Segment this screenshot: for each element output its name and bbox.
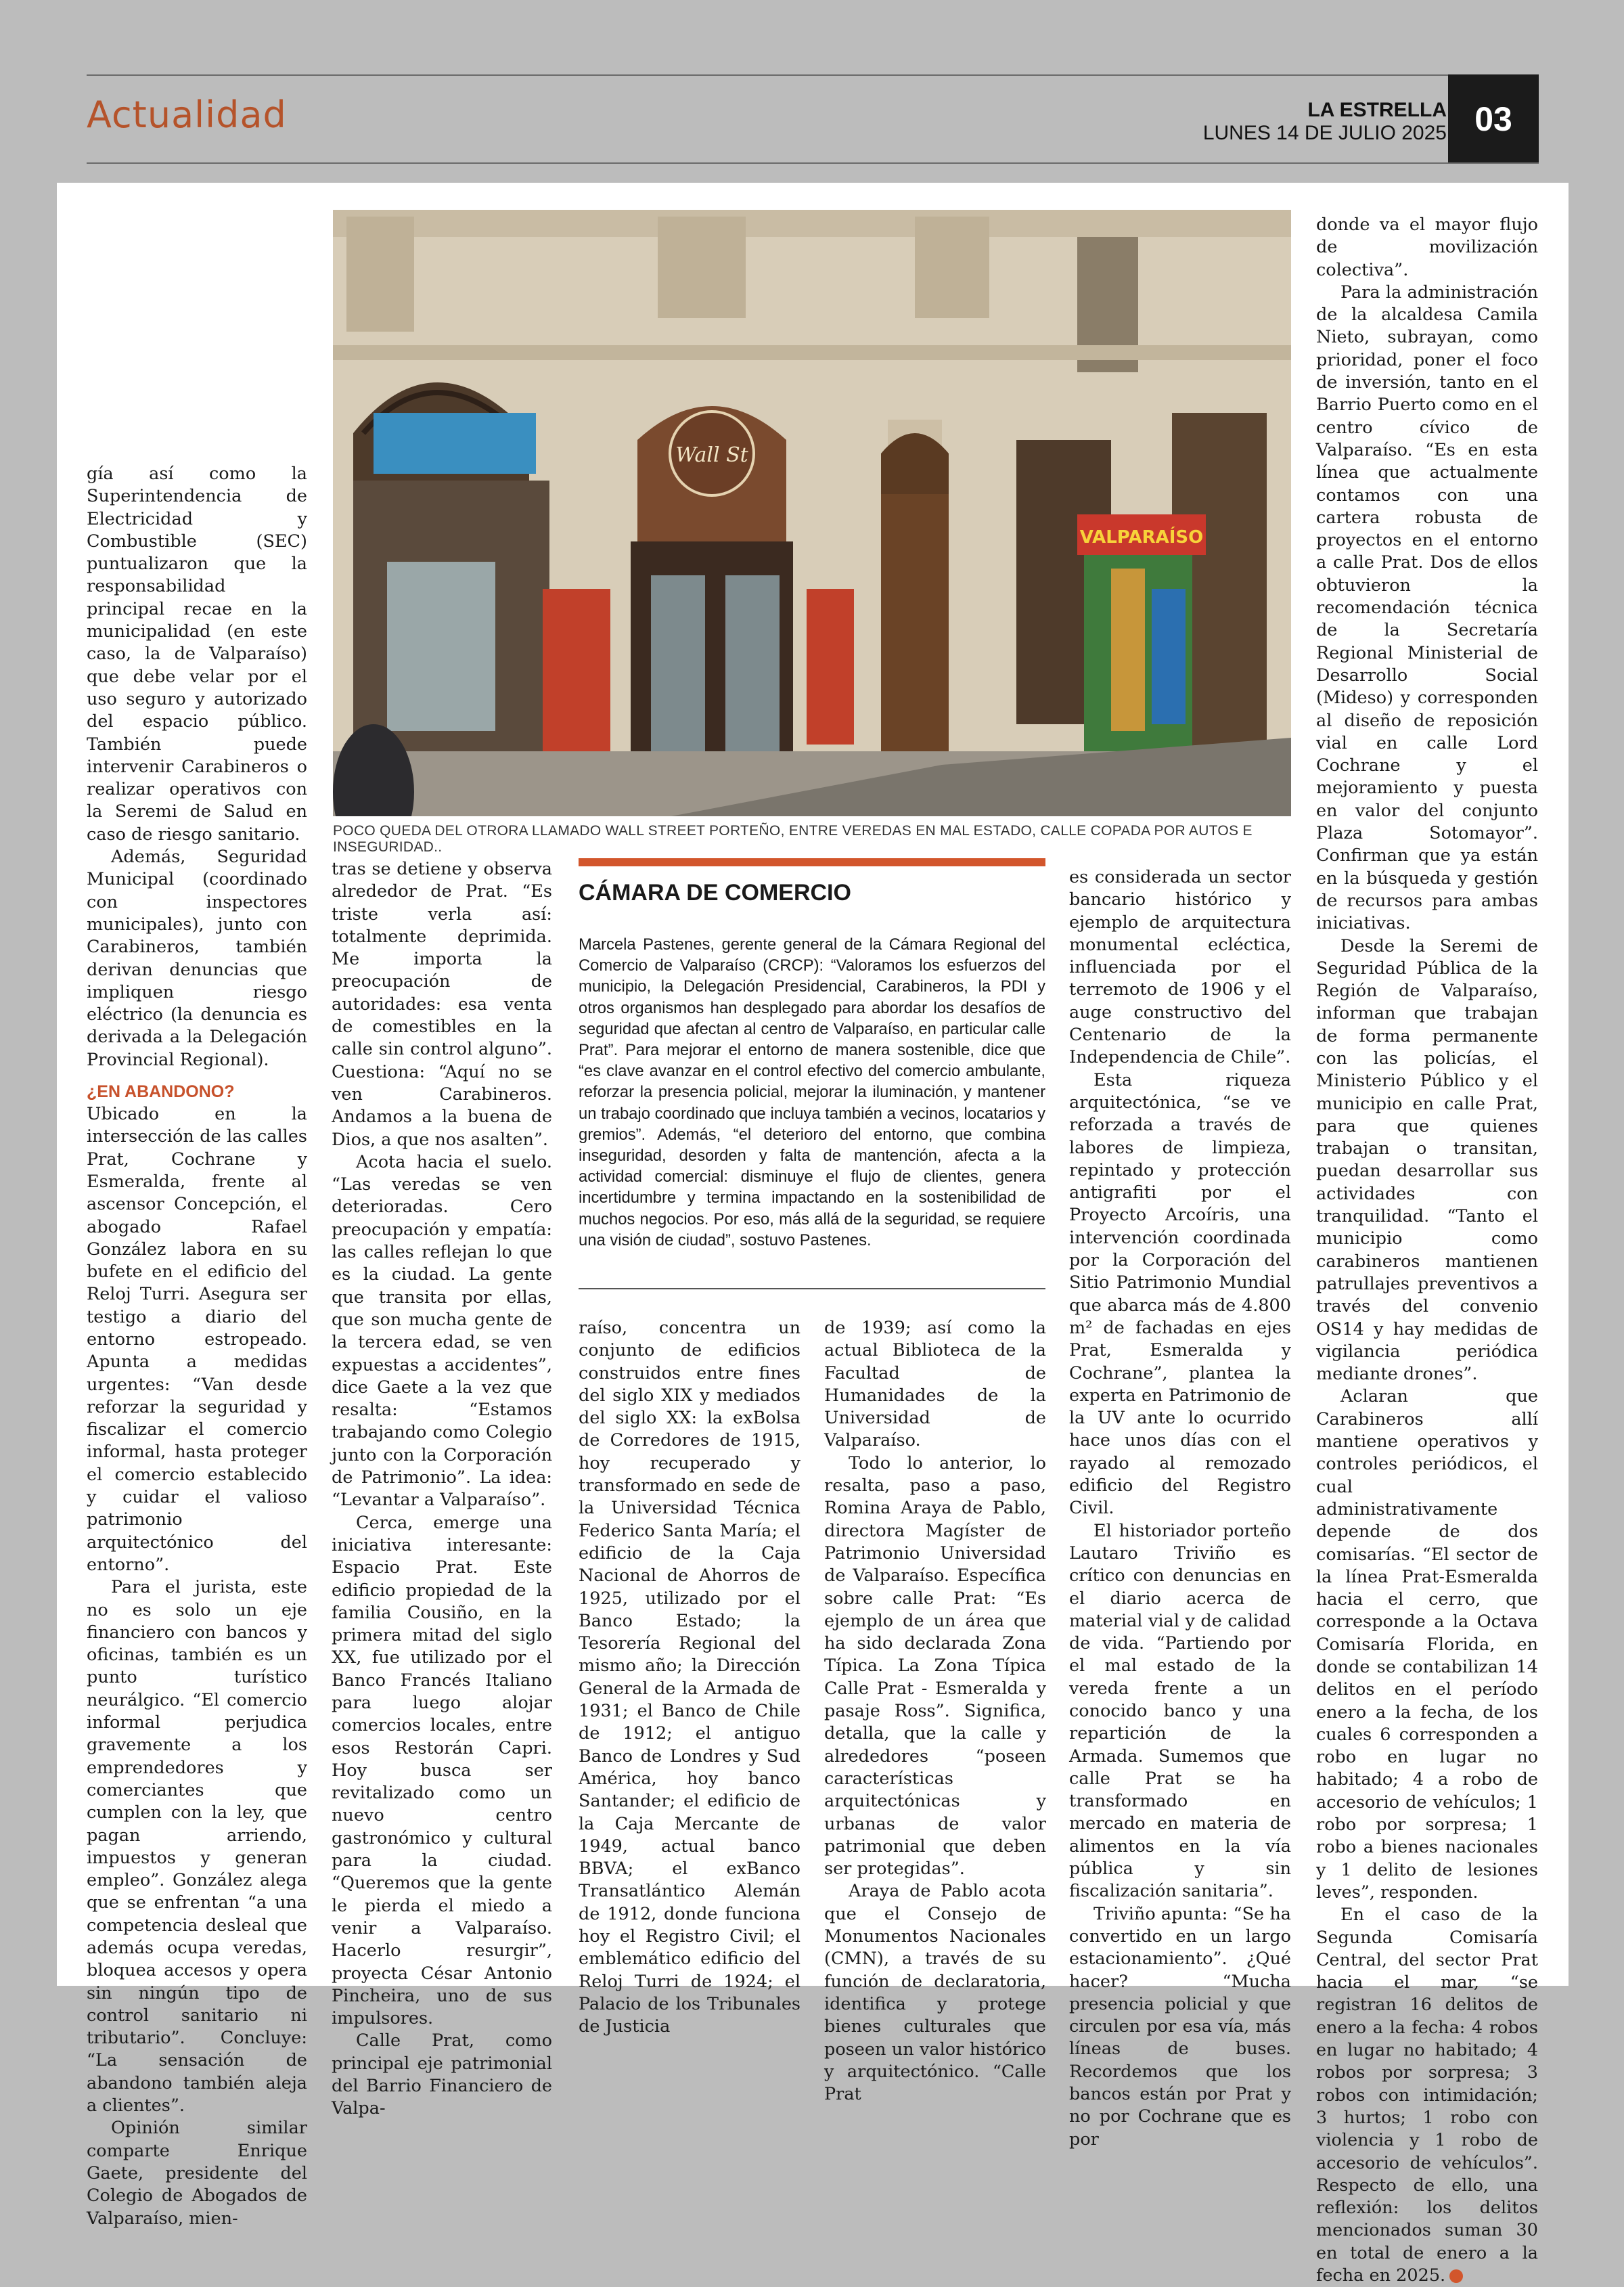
paragraph: Acota hacia el suelo. “Las veredas se ven deterioradas. Cero preocupación y empatía: las calles reflejan lo que es la ciudad. La gente que transita por ellas, que son mucha gente de la tercera edad, se ven expuestas a accidentes”, dice Gaete a la vez que resalta: “Estamos trabajando como Colegio junto con la Corporación de Patrimonio”. La idea: “Levantar a Valparaíso”.	[332, 1151, 552, 1511]
box-text: Marcela Pastenes, gerente general de la Cámara Regional del Comercio de Valparaíso (CRCP): “Valoramos los esfuerzos del municipio, la Delegación Presidencial, Carabineros, la PDI y otros organismos han desplegado para abordar los desafíos de seguridad que afectan al centro de Valparaíso, en particular calle Prat”. Para mejorar el entorno de manera sostenible, dice que “es clave avanzar en el control efectivo del comercio ambulante, reforzar la presencia policial, mejorar la iluminación, y mantener un trabajo coordinado que incluya también a vecinos, locatarios y gremios”. Además, “el deterioro del entorno, que combina inseguridad, desorden y falta de mantención, afecta a la actividad comercial: disminuye el flujo de clientes, genera incertidumbre y termina impactando en la sostenibilidad de muchos negocios. Por eso, más allá de la seguridad, se requiere una visión de ciudad”, sostuvo Pastenes.	[579, 935, 1045, 1249]
street-photo	[333, 210, 1291, 816]
box-title: CÁMARA DE COMERCIO	[579, 880, 851, 906]
paragraph: Desde la Seremi de Seguridad Pública de la Región de Valparaíso, informan que trabajan de forma permanente con las policías, el Ministerio Público y el municipio en calle Prat, para que quienes trabajan o transitan, puedan desarrollar sus actividades con tranquilidad. “Tanto el municipio como carabineros mantienen patrullajes preventivos a través del convenio OS14 y hay medidas de vigilancia periódica mediante drones”.	[1316, 935, 1538, 1385]
section-title: Actualidad	[87, 93, 287, 136]
paragraph: Aclaran que Carabineros allí mantiene operativos y controles periódicos, el cual administrativamente depende de dos comisarías. “El sector de la línea Prat-Esmeralda hacia el cerro, que corresponde a la Octava Comisaría Florida, en donde se contabilizan 14 delitos en el período enero a la fecha, de los cuales 6 corresponden a robo en lugar no habitado; 4 a robo de accesorio de vehículos; 1 robo por sorpresa; 1 robo a bienes nacionales y 1 delito de lesiones leves”, responden.	[1316, 1386, 1538, 1903]
paragraph: Cerca, emerge una iniciativa interesante: Espacio Prat. Este edificio propiedad de la familia Cousiño, en la primera mitad del siglo XX, fue utilizado por el Banco Francés Italiano para luego alojar comercios locales, entre esos Restorán Capri. Hoy busca ser revitalizado como un nuevo centro gastronómico y cultural para la ciudad. “Queremos que la gente le pierda el miedo a venir a Valparaíso. Hacerlo resurgir”, proyecta César Antonio Pincheira, uno de sus impulsores.	[332, 1512, 552, 2029]
paragraph: tras se detiene y observa alrededor de Prat. “Es triste verla así: totalmente deprimida. Me importa la preocupación de autoridades: esa venta de comestibles en la calle sin control alguno”. Cuestiona: “Aquí no se ven Carabineros. Andamos a la buena de Dios, a que nos asalten”.	[332, 859, 552, 1150]
paragraph: es considerada un sector bancario histórico y ejemplo de arquitectura monumental ecléctica, influenciada por el terremoto de 1906 y el auge constructivo del Centenario de la Independencia de Chile”.	[1069, 867, 1291, 1068]
newspaper-name: LA ESTRELLA	[1307, 99, 1447, 121]
shop-sign-blue	[374, 413, 536, 474]
paragraph: Opinión similar comparte Enrique Gaete, presidente del Colegio de Abogados de Valparaíso, mien-	[87, 2118, 307, 2229]
wall-st-sign: Wall St	[675, 443, 748, 467]
article-column-4	[824, 1317, 1046, 2106]
paragraph: Además, Seguridad Municipal (coordinado con inspectores municipales), junto con Carabineros, también derivan denuncias que impliquen riesgo eléctrico (la denuncia es derivada a la Delegación Provincial Regional).	[87, 847, 307, 1070]
paragraph	[1316, 1904, 1538, 2287]
article-column-2	[332, 858, 552, 2121]
box-top-rule	[579, 858, 1045, 866]
article-end-icon	[1449, 2269, 1463, 2283]
paragraph: Triviño apunta: “Se ha convertido en un largo estacionamiento”. ¿Qué hacer? “Mucha presencia policial y que circulen por esa vía, más líneas de buses. Recordemos que los bancos están por Prat y no por Cochrane que es por	[1069, 1903, 1291, 2150]
photo-caption: POCO QUEDA DEL OTRORA LLAMADO WALL STREET PORTEÑO, ENTRE VEREDAS EN MAL ESTADO, CALLE COPADA POR AUTOS E INSEGURIDAD..	[333, 823, 1253, 855]
paragraph: raíso, concentra un conjunto de edificios construidos entre fines del siglo XIX y mediados del siglo XX: la exBolsa de Corredores de 1915, hoy recuperado y transformado en sede de la Universidad Técnica Federico Santa María; el edificio de la Caja Nacional de Ahorros de 1925, utilizado por el Banco Estado; la Tesorería Regional del mismo año; la Dirección General de la Armada de 1931; el Banco de Chile de 1912; el antiguo Banco de Londres y Sud América, hoy banco Santander; el edificio de la Caja Mercante de 1949, actual banco BBVA; el exBanco Transatlántico Alemán de 1912, donde funciona hoy el Registro Civil; el emblemático edificio del Reloj Turri de 1924; el Palacio de los Tribunales de Justicia	[579, 1318, 800, 2037]
box-bottom-rule	[579, 1288, 1045, 1289]
paragraph: Esta riqueza arquitectónica, “se ve reforzada a través de labores de limpieza, repintado y protección antigrafiti por el Proyecto Arcoíris, una intervención coordinada por la Corporación del Sitio Patrimonio Mundial que abarca más de 4.800 m² de fachadas en ejes Prat, Esmeralda y Cochrane”, plantea la experta en Patrimonio de la UV ante lo ocurrido hace unos días con el rayado al remozado edificio del Registro Civil.	[1069, 1069, 1291, 1519]
paragraph: donde va el mayor flujo de movilización colectiva”.	[1316, 215, 1538, 280]
article-column-1	[87, 463, 307, 2230]
paragraph: Calle Prat, como principal eje patrimonial del Barrio Financiero de Valpa-	[332, 2030, 552, 2119]
paragraph: gía así como la Superintendencia de Electricidad y Combustible (SEC) puntualizaron que la responsabilidad principal recae en la municipalidad (en este caso, la de Valparaíso) que debe velar por el uso seguro y autorizado del espacio público. También puede intervenir Carabineros o realizar operativos con la Seremi de Salud en caso de riesgo sanitario.	[87, 464, 307, 845]
kiosk-sign: VALPARAÍSO	[1079, 527, 1204, 548]
paragraph: Para la administración de la alcaldesa Camila Nieto, subrayan, como prioridad, poner el foco de inversión, tanto en el Barrio Puerto como en el centro cívico de Valparaíso. “Es en esta línea que actualmente contamos con una cartera robusta de proyectos en el entorno a calle Prat. Dos de ellos obtuvieron la recomendación técnica de la Secretaría Regional Ministerial de Desarrollo Social (Mideso) y corresponden al diseño de reposición vial en calle Lord Cochrane y el mejoramiento y puesta en valor del conjunto Plaza Sotomayor”. Confirman que ya están en la búsqueda y gestión de recursos para ambas iniciativas.	[1316, 282, 1538, 934]
paragraph: El historiador porteño Lautaro Triviño es crítico con denuncias en el diario acerca de material vial y de calidad de vida. “Partiendo por el mal estado de la vereda frente a un conocido banco y una repartición de la Armada. Sumemos que calle Prat se ha transformado en mercado en materia de alimentos en la vía pública y sin fiscalización sanitaria”.	[1069, 1520, 1291, 1902]
masthead	[1203, 100, 1447, 143]
paragraph-text: En el caso de la Segunda Comisaría Central, del sector Prat hacia el mar, “se registran 16 delitos de enero a la fecha: 4 robos en lugar no habitado; 4 robos por sorpresa; 3 robos con intimidación; 3 hurtos; 1 robo con violencia y 1 robo de accesorio de vehículos”. Respecto de ello, una reflexión: los delitos mencionados suman 30 en total de enero a la fecha en 2025.	[1316, 1905, 1538, 2286]
paragraph: Todo lo anterior, lo resalta, paso a paso, Romina Araya de Pablo, directora Magíster de Patrimonio Universidad de Valparaíso. Específica sobre calle Prat: “Es ejemplo de un área que ha sido declarada Zona Típica. La Zona Típica Calle Prat - Esmeralda y pasaje Ross”. Significa, detalla, que la calle y alrededores “poseen características arquitectónicas y urbanas de valor patrimonial que deben ser protegidas”.	[824, 1452, 1046, 1880]
header-bottom-rule	[87, 162, 1539, 164]
header-top-rule	[87, 74, 1539, 76]
article-column-6	[1316, 214, 1538, 2287]
wall-street-facade-illustration	[333, 210, 1291, 816]
paragraph: de 1939; así como la actual Biblioteca de la Facultad de Humanidades de la Universidad de Valparaíso.	[824, 1318, 1046, 1451]
issue-date: LUNES 14 DE JULIO 2025	[1202, 122, 1447, 144]
paragraph: Araya de Pablo acota que el Consejo de Monumentos Nacionales (CMN), a través de su función de declaratoria, identifica y protege bienes culturales que poseen un valor histórico y arquitectónico. “Calle Prat	[824, 1881, 1046, 2105]
subheading: ¿EN ABANDONO?	[87, 1082, 235, 1102]
page-number: 03	[1448, 74, 1539, 164]
paragraph: Para el jurista, este no es solo un eje financiero con bancos y oficinas, también es un punto turístico neurálgico. “El comercio informal perjudica gravemente a los emprendedores y comerciantes que cumplen con la ley, que pagan arriendo, impuestos y generan empleo”. González alega que se enfrentan “a una competencia desleal que además ocupa veredas, bloquea accesos y opera sin ningún tipo de control sanitario ni tributario”. Concluye: “La sensación de abandono también aleja a clientes”.	[87, 1577, 307, 2116]
article-column-5	[1069, 866, 1291, 2151]
article-column-3	[579, 1317, 800, 2039]
paragraph: Ubicado en la intersección de las calles Prat, Cochrane y Esmeralda, frente al ascensor Concepción, el abogado Rafael González labora en su bufete en el edificio del Reloj Turri. Asegura ser testigo a diario del entorno estropeado. Apunta a medidas urgentes: “Van desde reforzar la seguridad y fiscalizar el comercio informal, hasta proteger el comercio establecido y cuidar el valioso patrimonio arquitectónico del entorno”.	[87, 1104, 307, 1575]
